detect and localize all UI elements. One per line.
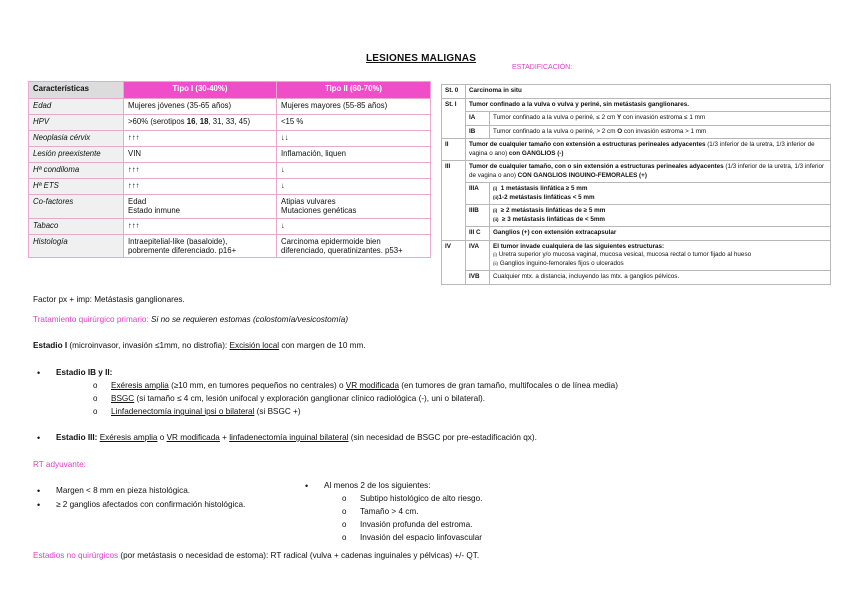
cell-text: >60% (serotipos: [128, 117, 187, 126]
treatment-label: Tratamiento quirúrgico primario:: [33, 315, 149, 324]
stage-row: [442, 85, 831, 99]
substage-text: [490, 125, 831, 139]
substage-line: [493, 260, 827, 269]
cell-tipo-2: [277, 234, 431, 258]
stage-3-line: [56, 433, 537, 443]
stage-code: St. I: [442, 98, 466, 139]
row-label: Hª ETS: [29, 179, 124, 195]
factor-line: Factor px + imp: Metástasis ganglionares.: [33, 295, 185, 304]
rt-criterion: • Margen < 8 mm en pieza histológica.: [56, 486, 190, 496]
substage-text: [490, 112, 831, 126]
rt-subcriterion: o Invasión del espacio linfovascular: [360, 533, 482, 543]
header-tipo-1: Tipo I (30-40%): [124, 82, 277, 99]
table-row: [29, 218, 431, 234]
substage-text: [490, 205, 831, 227]
substage-row: [442, 240, 831, 271]
stage-code: IV: [442, 240, 466, 284]
rt-subcriterion: o Subtipo histológico de alto riesgo.: [360, 494, 482, 504]
text-part: Y: [616, 114, 622, 121]
header-tipo-2: Tipo II (60-70%): [277, 82, 431, 99]
stage-text: [466, 161, 831, 183]
rt-heading: RT adyuvante:: [33, 460, 86, 469]
staging-table: [441, 84, 831, 285]
text-part: con invasión estroma > 1 mm: [622, 127, 707, 135]
item-text: (en tumores de gran tamaño, multifocales o de línea media): [399, 381, 618, 390]
text-part: con GANGLIOS (-): [508, 149, 564, 157]
substage-row: [442, 183, 831, 205]
substage-row: [442, 271, 831, 285]
substage-text: Cualquier mtx. a distancia, incluyendo las mtx. a ganglios pélvicos.: [490, 271, 831, 285]
non-surgical-text: (por metástasis o necesidad de estoma): RT radical (vulva + cadenas inguinales y pélvicas) +/- QT.: [118, 551, 480, 560]
text-part: Tumor confinado a la vulva o periné, ≤ 2 cm: [493, 114, 617, 121]
text-part: CON GANGLIOS INGUINO-FEMORALES (+): [517, 171, 647, 179]
cell-line: diferenciado, queratinizantes. p53+: [281, 246, 403, 256]
stage-text: Carcinoma in situ: [466, 85, 831, 99]
substage-code: III C: [466, 227, 490, 241]
text-part: Tumor de cualquier tamaño con extensión a estructuras perineales adyacentes: [469, 141, 706, 148]
table-row: [29, 147, 431, 163]
stage-3-procedure: VR modificada: [166, 433, 220, 442]
stage-1-label: Estadio I: [33, 341, 68, 350]
cell-tipo-2: Mujeres mayores (55-85 años): [277, 99, 431, 115]
table-row: [29, 99, 431, 115]
substage-row: [442, 112, 831, 126]
cell-tipo-2: <15 %: [277, 115, 431, 131]
cell-line: Mutaciones genéticas: [281, 206, 357, 216]
stage-2-label: Estadio IB y II:: [56, 368, 113, 377]
row-label: Lesión preexistente: [29, 147, 124, 163]
stage-3-text: (sin necesidad de BSGC por pre-estadificación qx).: [348, 433, 537, 442]
table-row: [29, 195, 431, 219]
item-procedure: Exéresis amplia: [111, 381, 169, 390]
rt-subcriterion: o Invasión profunda del estroma.: [360, 520, 472, 530]
treatment-line: [33, 315, 348, 325]
item-marker: (i): [493, 208, 498, 213]
cell-line: Edad: [128, 197, 147, 206]
substage-code: IB: [466, 125, 490, 139]
cell-text: , 31, 33, 45): [208, 117, 251, 126]
cell-line: Atipias vulvares: [281, 197, 336, 206]
table-row: [29, 131, 431, 147]
stage-3-text: o: [157, 433, 167, 442]
item-text: ≥ 2 metástasis linfáticas de ≥ 5 mm: [500, 207, 606, 214]
item-text: (≥10 mm, en tumores pequeños no centrales) o: [168, 381, 346, 390]
text-part: (1/3 inferior de la uretra, 1/3 inferior de vagina o ano): [469, 141, 815, 157]
substage-code: IVB: [466, 271, 490, 285]
cell-tipo-1: VIN: [124, 147, 277, 163]
cell-line: Intraepitelial-like (basaloide),: [128, 236, 228, 246]
cell-tipo-2: [277, 195, 431, 219]
stage-2-item: [111, 394, 485, 404]
stage-1-line: [33, 341, 366, 351]
substage-line: [493, 185, 827, 194]
stage-2-heading: [56, 368, 112, 378]
row-label: HPV: [29, 115, 124, 131]
stage-1-text: (microinvasor, invasión ≤1mm, no distrofia):: [67, 341, 230, 350]
stage-row: [442, 98, 831, 112]
substage-line: El tumor invade cualquiera de las siguientes estructuras:: [493, 242, 665, 250]
substage-line: [493, 194, 827, 203]
substage-code: IIIA: [466, 183, 490, 205]
cell-tipo-1: [124, 195, 277, 219]
stage-row: [442, 161, 831, 183]
item-marker: (i): [493, 252, 497, 257]
cell-tipo-1: Mujeres jóvenes (35-65 años): [124, 99, 277, 115]
stage-code: II: [442, 139, 466, 161]
cell-text: ,: [195, 117, 200, 126]
substage-row: [442, 227, 831, 241]
substage-line: [493, 251, 827, 260]
staging-heading: ESTADIFICACIÓN:: [512, 64, 573, 71]
header-characteristics: Características: [29, 82, 124, 99]
item-marker: (ii): [493, 260, 498, 266]
stage-1-procedure: Excisión local: [229, 341, 280, 350]
stage-3-procedure: Exéresis amplia: [99, 433, 158, 442]
item-marker: (i): [493, 186, 498, 191]
cell-tipo-2: ↓: [277, 163, 431, 179]
stage-code: III: [442, 161, 466, 241]
item-procedure: Linfadenectomía inguinal ipsi o bilateral: [111, 407, 255, 416]
text-part: con invasión estroma ≤ 1 mm: [621, 114, 706, 121]
substage-code: IA: [466, 112, 490, 126]
substage-code: IVA: [466, 240, 490, 271]
serotype-16: 16: [186, 117, 196, 126]
item-text: (si BSGC +): [254, 407, 301, 416]
table-row: [29, 179, 431, 195]
comparison-table: [28, 81, 431, 258]
item-text: (si tamaño ≤ 4 cm, lesión unifocal y exploración ganglionar clínico radiológica (-), uni o bilateral).: [134, 394, 486, 403]
cell-tipo-1: ↑↑↑: [124, 163, 277, 179]
row-label: Neoplasia cérvix: [29, 131, 124, 147]
cell-tipo-2: Inflamación, liquen: [277, 147, 431, 163]
row-label: Tabaco: [29, 218, 124, 234]
stage-text: [466, 139, 831, 161]
page-title: LESIONES MALIGNAS: [366, 53, 477, 64]
cell-tipo-2: ↓: [277, 179, 431, 195]
cell-line: Carcinoma epidermoide bien: [281, 236, 381, 246]
item-text: 1 metástasis linfática ≥ 5 mm: [500, 185, 588, 192]
substage-text: [490, 183, 831, 205]
rt-criteria-title: • Al menos 2 de los siguientes:: [324, 481, 431, 491]
stage-text: Tumor confinado a la vulva o vulva y periné, sin metástasis ganglionares.: [466, 98, 831, 112]
item-procedure: BSGC: [111, 394, 135, 403]
cell-tipo-1: ↑↑↑: [124, 131, 277, 147]
item-text: Ganglios inguino-femorales fijos o ulcerados: [499, 259, 624, 267]
stage-3-text: +: [219, 433, 230, 442]
row-label: Co-factores: [29, 195, 124, 219]
treatment-text: Si no se requieren estomas (colostomía/vesicostomía): [148, 315, 349, 324]
cell-tipo-1: [124, 115, 277, 131]
stage-code: St. 0: [442, 85, 466, 99]
substage-row: [442, 125, 831, 139]
substage-line: [493, 207, 827, 216]
text-part: Tumor confinado a la vulva o periné, > 2 cm: [493, 127, 618, 135]
cell-tipo-1: ↑↑↑: [124, 179, 277, 195]
cell-tipo-1: ↑↑↑: [124, 218, 277, 234]
stage-2-item: [111, 407, 301, 417]
serotype-18: 18: [199, 117, 209, 126]
cell-tipo-2: ↓↓: [277, 131, 431, 147]
substage-row: [442, 205, 831, 227]
non-surgical-label: Estadios no quirúrgicos: [33, 551, 119, 560]
cell-tipo-1: [124, 234, 277, 258]
cell-line: Estado inmune: [128, 206, 181, 216]
row-label: Histología: [29, 234, 124, 258]
rt-criterion: • ≥ 2 ganglios afectados con confirmación histológica.: [56, 500, 245, 510]
table-header-row: [29, 82, 431, 99]
table-row: [29, 163, 431, 179]
item-marker: (ii): [493, 194, 499, 200]
cell-tipo-2: ↓: [277, 218, 431, 234]
text-part: O: [617, 127, 623, 135]
item-procedure: VR modificada: [345, 381, 400, 390]
stage-2-item: [111, 381, 618, 391]
stage-1-text: con margen de 10 mm.: [279, 341, 366, 350]
non-surgical-line: [33, 551, 479, 561]
item-text: Uretra superior y/o mucosa vaginal, mucosa vesical, mucosa rectal o tumor fijado al hueso: [498, 251, 752, 258]
substage-line: [493, 216, 827, 225]
cell-line: pobremente diferenciado. p16+: [128, 246, 237, 256]
substage-text: [490, 240, 831, 271]
stage-row: [442, 139, 831, 161]
row-label: Hª condiloma: [29, 163, 124, 179]
substage-text: Ganglios (+) con extensión extracapsular: [490, 227, 831, 241]
item-text: 1-2 metástasis linfáticas < 5 mm: [498, 193, 595, 201]
row-label: Edad: [29, 99, 124, 115]
stage-3-procedure: linfadenectomía inguinal bilateral: [229, 433, 349, 442]
substage-code: IIIB: [466, 205, 490, 227]
table-row: [29, 115, 431, 131]
text-part: (1/3 inferior de la uretra, 1/3 inferior de vagina o ano): [469, 163, 825, 179]
item-text: ≥ 3 metástasis linfáticas de < 5mm: [502, 215, 606, 223]
item-marker: (ii): [493, 216, 499, 222]
text-part: Tumor de cualquier tamaño, con o sin extensión a estructuras perineales adyacentes: [469, 163, 724, 170]
table-row: [29, 234, 431, 258]
stage-3-label: Estadio III:: [56, 433, 100, 442]
rt-subcriterion: o Tamaño > 4 cm.: [360, 507, 418, 517]
